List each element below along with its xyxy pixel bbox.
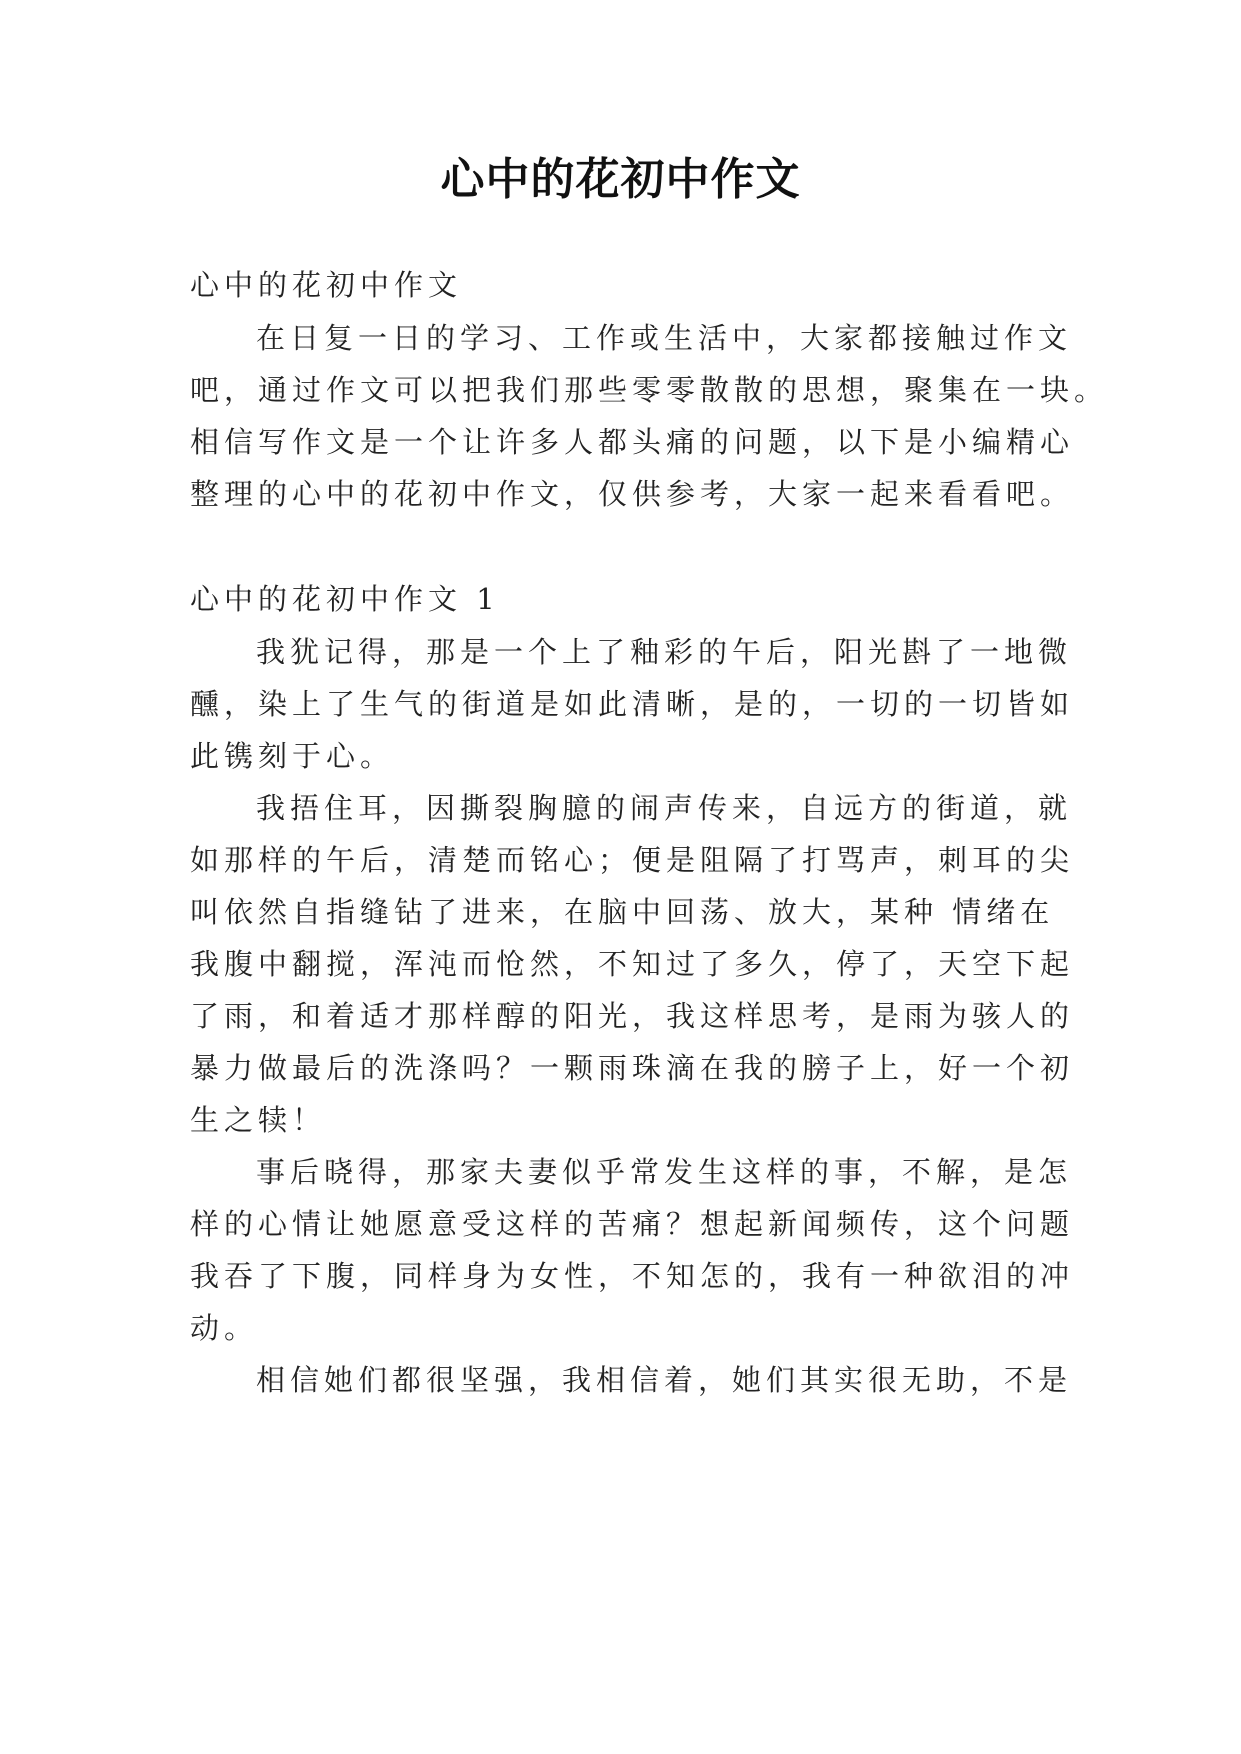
essay-1-p3-line-2: 样的心情让她愿意受这样的苦痛？想起新闻频传，这个问题 xyxy=(190,1207,1075,1241)
intro-paragraph-line-2: 吧，通过作文可以把我们那些零零散散的思想，聚集在一块。 xyxy=(190,373,1109,407)
essay-1-p3-line-1: 事后晓得，那家夫妻似乎常发生这样的事，不解，是怎 xyxy=(256,1155,1073,1189)
intro-paragraph-line-1: 在日复一日的学习、工作或生活中，大家都接触过作文 xyxy=(256,321,1073,355)
essay-1-p1-line-3: 此镌刻于心。 xyxy=(190,739,395,773)
essay-1-p2-line-4: 我腹中翻搅，浑沌而怆然，不知过了多久，停了，天空下起 xyxy=(190,947,1075,981)
essay-1-p1-line-2: 醺，染上了生气的街道是如此清晰，是的，一切的一切皆如 xyxy=(190,687,1075,721)
essay-1-p2-line-7: 生之犊！ xyxy=(190,1103,327,1137)
intro-paragraph-line-4: 整理的心中的花初中作文，仅供参考，大家一起来看看吧。 xyxy=(190,477,1075,511)
essay-1-p2-line-5: 了雨，和着适才那样醇的阳光，我这样思考，是雨为骇人的 xyxy=(190,999,1075,1033)
essay-1-p2-line-3: 叫依然自指缝钻了进来，在脑中回荡、放大，某种 情绪在 xyxy=(190,895,1055,929)
essay-1-p3-line-4: 动。 xyxy=(190,1311,259,1345)
essay-1-p4-line-1: 相信她们都很坚强，我相信着，她们其实很无助，不是 xyxy=(256,1363,1073,1397)
essay-1-p2-line-2: 如那样的午后，清楚而铭心；便是阻隔了打骂声，刺耳的尖 xyxy=(190,843,1075,877)
essay-1-p2-line-6: 暴力做最后的洗涤吗？一颗雨珠滴在我的膀子上，好一个初 xyxy=(190,1051,1075,1085)
intro-heading: 心中的花初中作文 xyxy=(190,268,463,302)
essay-1-p1-line-1: 我犹记得，那是一个上了釉彩的午后，阳光斟了一地微 xyxy=(256,635,1073,669)
document-title: 心中的花初中作文 xyxy=(440,154,801,205)
intro-paragraph-line-3: 相信写作文是一个让许多人都头痛的问题，以下是小编精心 xyxy=(190,425,1075,459)
essay-1-heading: 心中的花初中作文 1 xyxy=(190,582,500,616)
essay-1-p3-line-3: 我吞了下腹，同样身为女性，不知怎的，我有一种欲泪的冲 xyxy=(190,1259,1075,1293)
essay-1-p2-line-1: 我捂住耳，因撕裂胸臆的闹声传来，自远方的街道，就 xyxy=(256,791,1073,825)
